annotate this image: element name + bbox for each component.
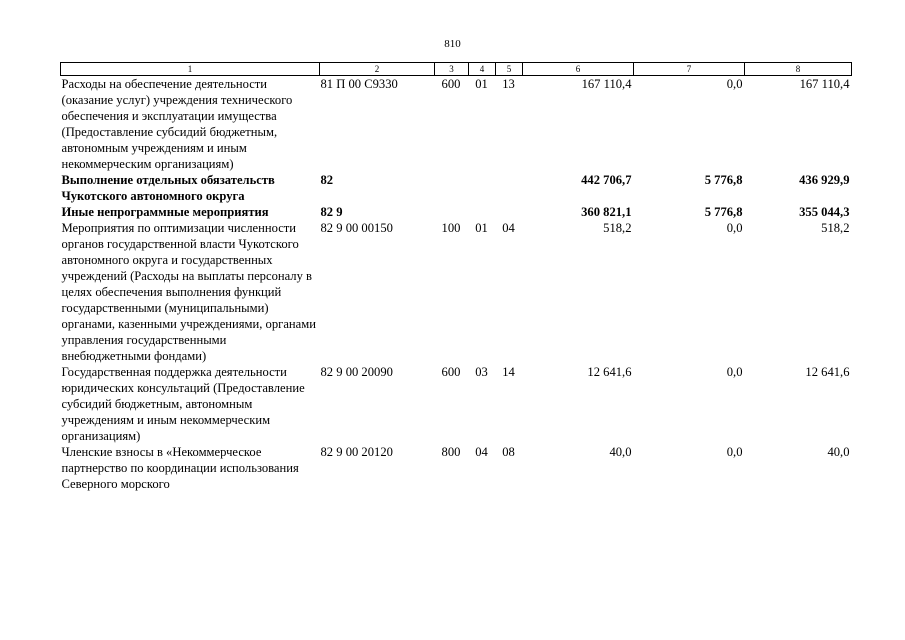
row-pr: 14: [502, 365, 515, 379]
header-col-5: 5: [496, 63, 523, 76]
row-pr: 13: [502, 77, 515, 91]
row-own: 355 044,3: [799, 205, 850, 219]
row-own: 436 929,9: [799, 173, 850, 187]
header-col-6: 6: [523, 63, 634, 76]
header-col-7: 7: [634, 63, 745, 76]
row-own: 40,0: [827, 445, 850, 459]
table-row: [61, 172, 852, 204]
table-header: [61, 63, 852, 76]
row-sum: 442 706,7: [581, 173, 632, 187]
row-code: 82 9 00 20120: [320, 445, 393, 459]
row-rz: 01: [475, 77, 488, 91]
row-sub: 0,0: [726, 77, 743, 91]
row-sum: 167 110,4: [581, 77, 632, 91]
table-row: [61, 444, 852, 492]
row-vr: [435, 172, 469, 204]
row-rz: 03: [475, 365, 488, 379]
row-vr: 100: [441, 221, 461, 235]
row-own: 518,2: [821, 221, 850, 235]
row-sum: 360 821,1: [581, 205, 632, 219]
header-row: [61, 63, 852, 76]
row-name: Иные непрограммные мероприятия: [61, 205, 269, 219]
row-sum: 518,2: [603, 221, 632, 235]
row-vr: 800: [441, 445, 461, 459]
row-name: Выполнение отдельных обязательств Чукотского автономного округа: [61, 173, 275, 203]
row-vr: 600: [441, 77, 461, 91]
row-code: 82 9 00 20090: [320, 365, 393, 379]
header-col-8: 8: [745, 63, 852, 76]
row-name: Членские взносы в «Некоммерческое партнерство по координации использования Северного морского: [61, 445, 299, 491]
row-name: Мероприятия по оптимизации численности органов государственной власти Чукотского автономного округа и государственных учреждений (Расходы на выплаты персоналу в целях обеспечения выполнения функций государственными (муниципальными) органами, казенными учреждениями, органами управления государственными внебюджетными фондами): [61, 221, 316, 363]
header-col-2: 2: [320, 63, 435, 76]
page-number: 810: [444, 38, 461, 50]
row-pr: [496, 204, 523, 220]
row-sum: 12 641,6: [587, 365, 632, 379]
row-rz: [469, 172, 496, 204]
header-col-3: 3: [435, 63, 469, 76]
table-body: [61, 76, 852, 493]
budget-table: [60, 62, 852, 492]
row-name: Государственная поддержка деятельности юридических консультаций (Предоставление субсидий бюджетным, автономным учреждениям и иным некоммерческим организациям): [61, 365, 305, 443]
row-vr: [435, 204, 469, 220]
row-sub: 5 776,8: [704, 173, 743, 187]
row-rz: [469, 204, 496, 220]
row-sub: 0,0: [726, 445, 743, 459]
row-pr: 04: [502, 221, 515, 235]
row-code: 82 9: [320, 205, 343, 219]
row-own: 12 641,6: [805, 365, 850, 379]
row-own: 167 110,4: [799, 77, 850, 91]
row-pr: 08: [502, 445, 515, 459]
row-rz: 04: [475, 445, 488, 459]
row-code: 82 9 00 00150: [320, 221, 393, 235]
row-sum: 40,0: [609, 445, 632, 459]
row-sub: 0,0: [726, 221, 743, 235]
row-pr: [496, 172, 523, 204]
row-vr: 600: [441, 365, 461, 379]
header-col-4: 4: [469, 63, 496, 76]
row-code: 82: [320, 173, 334, 187]
table-row: [61, 220, 852, 364]
header-col-1: 1: [61, 63, 320, 76]
row-code: 81 П 00 С9330: [320, 77, 398, 91]
row-name: Расходы на обеспечение деятельности (оказание услуг) учреждения технического обеспечения и эксплуатации имущества (Предоставление субсидий бюджетным, автономным учреждениям и иным некоммерческим организациям): [61, 77, 293, 171]
table-row: [61, 364, 852, 444]
table-row: [61, 204, 852, 220]
row-sub: 5 776,8: [704, 205, 743, 219]
row-sub: 0,0: [726, 365, 743, 379]
row-rz: 01: [475, 221, 488, 235]
table-row: [61, 76, 852, 173]
